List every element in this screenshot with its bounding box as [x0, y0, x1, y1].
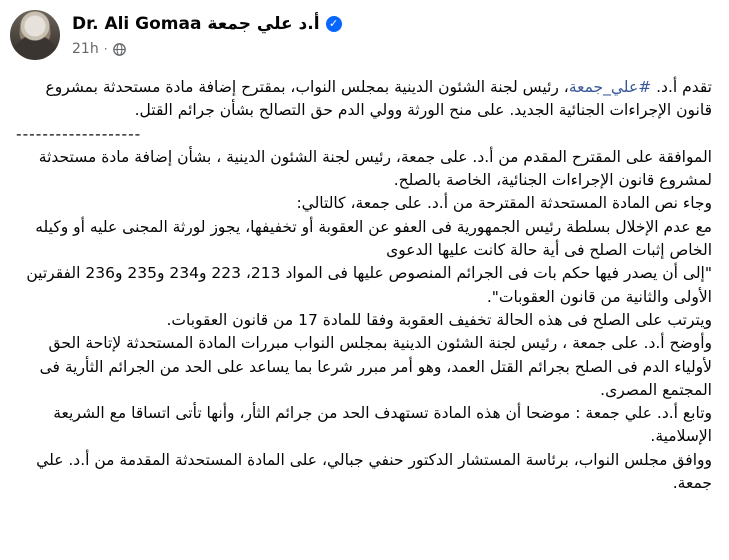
post-paragraph: وأوضح أ.د. على جمعة ، رئيس لجنة الشئون الدينية بمجلس النواب مبررات المادة المستحدثة لإتاحة الحق لأولياء الدم فى الصلح بجرائم القتل العمد، وهو أمر مبرر شرعا بما يساعد على الحد من الجرائم الثأرية فى المجتمع المصرى. [39, 334, 712, 399]
post-paragraph: ويترتب على الصلح فى هذه الحالة تخفيف العقوبة وفقا للمادة 17 من قانون العقوبات. [166, 310, 712, 329]
globe-icon[interactable] [113, 43, 126, 56]
hashtag-link[interactable]: #علي_جمعة [568, 78, 652, 96]
text-separator: ------------------- [16, 124, 142, 143]
post-intro [16, 76, 712, 123]
post-header [0, 0, 729, 70]
post-text [16, 76, 712, 495]
verified-badge-icon: ✓ [326, 16, 342, 32]
post-paragraph: ووافق مجلس النواب، برئاسة المستشار الدكتور حنفي جبالي، على المادة المستحدثة المقدمة من أ.د. علي جمعة. [36, 450, 712, 493]
post-timestamp[interactable]: 21h [72, 41, 99, 57]
author-name[interactable]: Dr. Ali Gomaa أ.د علي جمعة [72, 14, 320, 34]
post-paragraph: "إلى أن يصدر فيها حكم بات فى الجرائم المنصوص عليها فى المواد 213، 223 و234 و235 و236 الفقرتين الأولى والثانية من قانون العقوبات". [26, 264, 712, 306]
intro-before: تقدم أ.د. [651, 78, 712, 96]
post-paragraph: الموافقة على المقترح المقدم من أ.د. على جمعة، رئيس لجنة الشئون الدينية ، بشأن إضافة مادة مستحدثة لمشروع قانون الإجراءات الجنائية، الخاصة بالصلح. [38, 147, 712, 190]
author-avatar[interactable] [10, 10, 60, 60]
post-meta [72, 41, 126, 57]
post-paragraph: مع عدم الإخلال بسلطة رئيس الجمهورية فى العفو عن العقوبة أو تخفيفها، يجوز لورثة المجنى عليه أو وكيله الخاص إثبات الصلح فى أية حالة كانت عليها الدعوى [35, 217, 712, 260]
author-name-row [72, 14, 342, 34]
post-paragraph: وتابع أ.د. علي جمعة : موضحا أن هذه المادة تستهدف الحد من جرائم الثأر، وأنها تأتى اتساقا مع الشريعة الإسلامية. [53, 404, 712, 446]
intro-after: ، رئيس لجنة الشئون الدينية بمجلس النواب، بمقترح إضافة مادة مستحدثة بمشروع قانون الإجراءات الجنائية الجديد. على منح الورثة وولي الدم حق التصالح بشأن جرائم القتل. [45, 78, 712, 120]
post-paragraph: وجاء نص المادة المستحدثة المقترحة من أ.د. على جمعة، كالتالي: [296, 194, 712, 213]
separator-dot: · [103, 42, 108, 56]
